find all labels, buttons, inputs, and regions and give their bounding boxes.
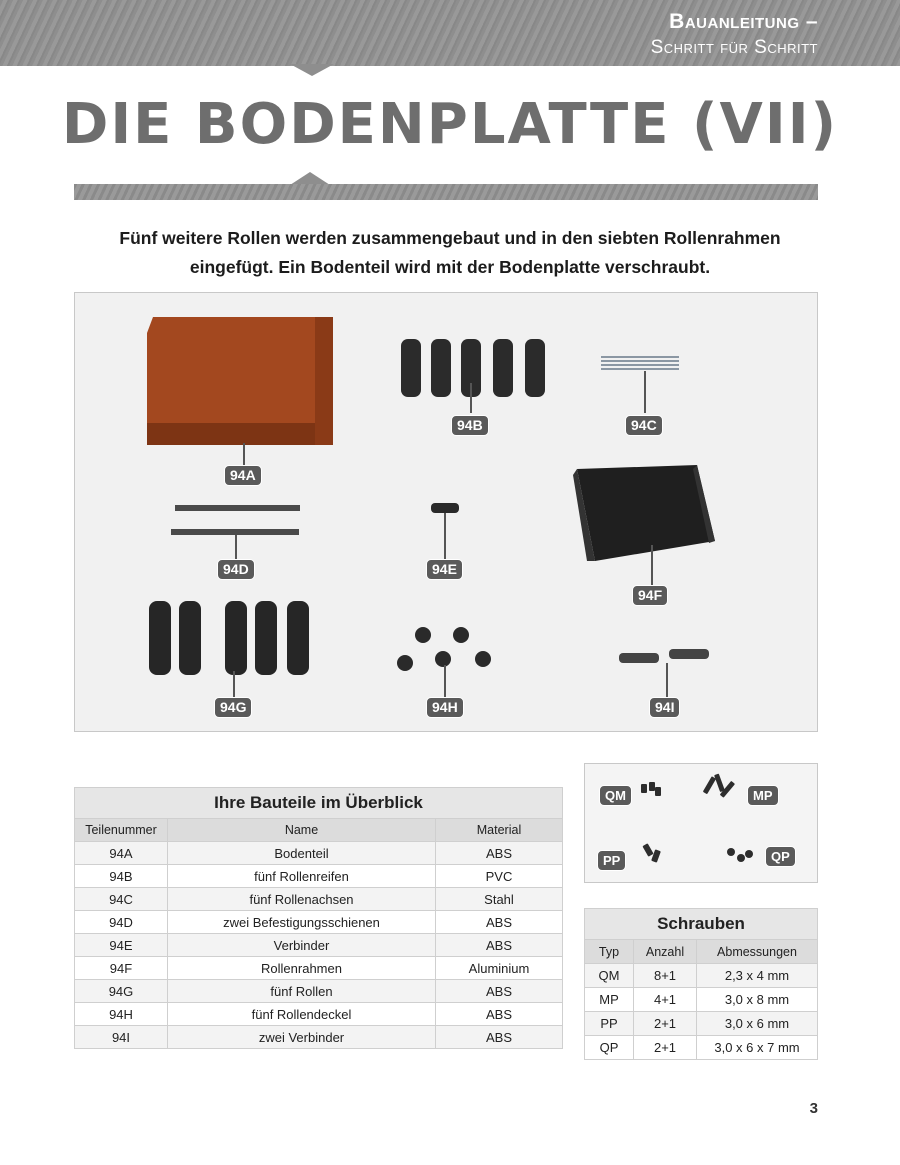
cell-part-number: 94H	[75, 1003, 168, 1026]
cell-part-name: zwei Verbinder	[168, 1026, 436, 1049]
table-row	[585, 964, 818, 988]
header-line-1: Bauanleitung –	[669, 10, 818, 33]
cell-screw-count: 4+1	[634, 988, 697, 1012]
cell-screw-type: QM	[585, 964, 634, 988]
cell-part-name: fünf Rollenachsen	[168, 888, 436, 911]
screw-label-qm: QM	[599, 785, 632, 806]
leader-94i	[666, 663, 668, 697]
label-94g: 94G	[214, 697, 252, 718]
title-rule	[74, 184, 818, 200]
leader-94h	[444, 665, 446, 697]
col-anzahl: Anzahl	[634, 940, 697, 964]
col-typ: Typ	[585, 940, 634, 964]
screws-table	[584, 908, 818, 1060]
label-94c: 94C	[625, 415, 663, 436]
col-material: Material	[436, 819, 563, 842]
table-row	[585, 988, 818, 1012]
screws-qp	[727, 848, 753, 862]
table-row	[75, 842, 563, 865]
cell-part-number: 94F	[75, 957, 168, 980]
cell-part-name: fünf Rollendeckel	[168, 1003, 436, 1026]
parts-table	[74, 787, 563, 1049]
table-row	[75, 980, 563, 1003]
label-94e: 94E	[426, 559, 463, 580]
table-row	[75, 911, 563, 934]
cell-screw-size: 3,0 x 6 x 7 mm	[697, 1036, 818, 1060]
leader-94a	[243, 443, 245, 465]
cell-part-number: 94G	[75, 980, 168, 1003]
cell-material: ABS	[436, 1003, 563, 1026]
parts-table-title: Ihre Bauteile im Überblick	[75, 788, 563, 819]
header-section-label	[651, 9, 818, 61]
col-abmessungen: Abmessungen	[697, 940, 818, 964]
leader-94f	[651, 545, 653, 585]
cell-part-name: fünf Rollenreifen	[168, 865, 436, 888]
col-name: Name	[168, 819, 436, 842]
cell-part-name: Verbinder	[168, 934, 436, 957]
screw-label-pp: PP	[597, 850, 626, 871]
leader-94c	[644, 371, 646, 413]
leader-94d	[235, 535, 237, 559]
part-94d-rails	[171, 505, 300, 535]
table-row	[75, 1003, 563, 1026]
part-94f-frame	[573, 465, 715, 561]
cell-part-name: Bodenteil	[168, 842, 436, 865]
intro-text	[60, 224, 840, 282]
parts-illustration	[75, 293, 817, 731]
cell-material: ABS	[436, 842, 563, 865]
part-94c-axles	[601, 357, 679, 369]
cell-material: Aluminium	[436, 957, 563, 980]
leader-94b	[470, 383, 472, 413]
cell-part-number: 94D	[75, 911, 168, 934]
cell-material: ABS	[436, 911, 563, 934]
table-row	[585, 1036, 818, 1060]
cell-part-number: 94I	[75, 1026, 168, 1049]
table-row	[75, 957, 563, 980]
part-94b-tyres	[401, 339, 545, 397]
cell-material: PVC	[436, 865, 563, 888]
table-row	[75, 865, 563, 888]
cell-part-name: zwei Befestigungsschienen	[168, 911, 436, 934]
label-94d: 94D	[217, 559, 255, 580]
cell-screw-count: 8+1	[634, 964, 697, 988]
cell-part-number: 94B	[75, 865, 168, 888]
cell-screw-size: 2,3 x 4 mm	[697, 964, 818, 988]
leader-94g	[233, 671, 235, 697]
header-notch	[290, 64, 334, 76]
screw-label-qp: QP	[765, 846, 796, 867]
cell-part-number: 94E	[75, 934, 168, 957]
screws-table-title: Schrauben	[585, 909, 818, 940]
part-94e-connector	[431, 503, 459, 513]
cell-part-number: 94C	[75, 888, 168, 911]
cell-part-name: Rollenrahmen	[168, 957, 436, 980]
cell-material: ABS	[436, 934, 563, 957]
cell-screw-type: QP	[585, 1036, 634, 1060]
cell-material: ABS	[436, 1026, 563, 1049]
screws-qm	[641, 782, 661, 796]
part-94g-rollers	[149, 601, 309, 675]
part-94a-board	[147, 317, 333, 445]
intro-line-1: Fünf weitere Rollen werden zusammengebaut und in den siebten Rollenrahmen	[119, 228, 781, 248]
table-row	[75, 934, 563, 957]
label-94a: 94A	[224, 465, 262, 486]
screws-photo	[584, 763, 818, 883]
label-94b: 94B	[451, 415, 489, 436]
cell-material: ABS	[436, 980, 563, 1003]
header-line-2: Schritt für Schritt	[650, 37, 818, 58]
part-94i-connectors	[619, 649, 709, 663]
cell-screw-type: MP	[585, 988, 634, 1012]
label-94h: 94H	[426, 697, 464, 718]
cell-screw-type: PP	[585, 1012, 634, 1036]
screw-label-mp: MP	[747, 785, 779, 806]
table-row	[585, 1012, 818, 1036]
cell-part-name: fünf Rollen	[168, 980, 436, 1003]
cell-screw-size: 3,0 x 6 mm	[697, 1012, 818, 1036]
screws-pp	[642, 843, 660, 862]
label-94i: 94I	[649, 697, 680, 718]
cell-part-number: 94A	[75, 842, 168, 865]
cell-screw-count: 2+1	[634, 1012, 697, 1036]
cell-material: Stahl	[436, 888, 563, 911]
parts-photo	[74, 292, 818, 732]
screws-mp	[703, 774, 735, 798]
cell-screw-count: 2+1	[634, 1036, 697, 1060]
leader-94e	[444, 513, 446, 559]
table-row	[75, 888, 563, 911]
page-number: 3	[809, 1100, 818, 1117]
col-teilenummer: Teilenummer	[75, 819, 168, 842]
table-row	[75, 1026, 563, 1049]
label-94f: 94F	[632, 585, 668, 606]
page-title: DIE BODENPLATTE (VII)	[61, 92, 839, 157]
intro-line-2: eingefügt. Ein Bodenteil wird mit der Bodenplatte verschraubt.	[189, 257, 711, 277]
cell-screw-size: 3,0 x 8 mm	[697, 988, 818, 1012]
